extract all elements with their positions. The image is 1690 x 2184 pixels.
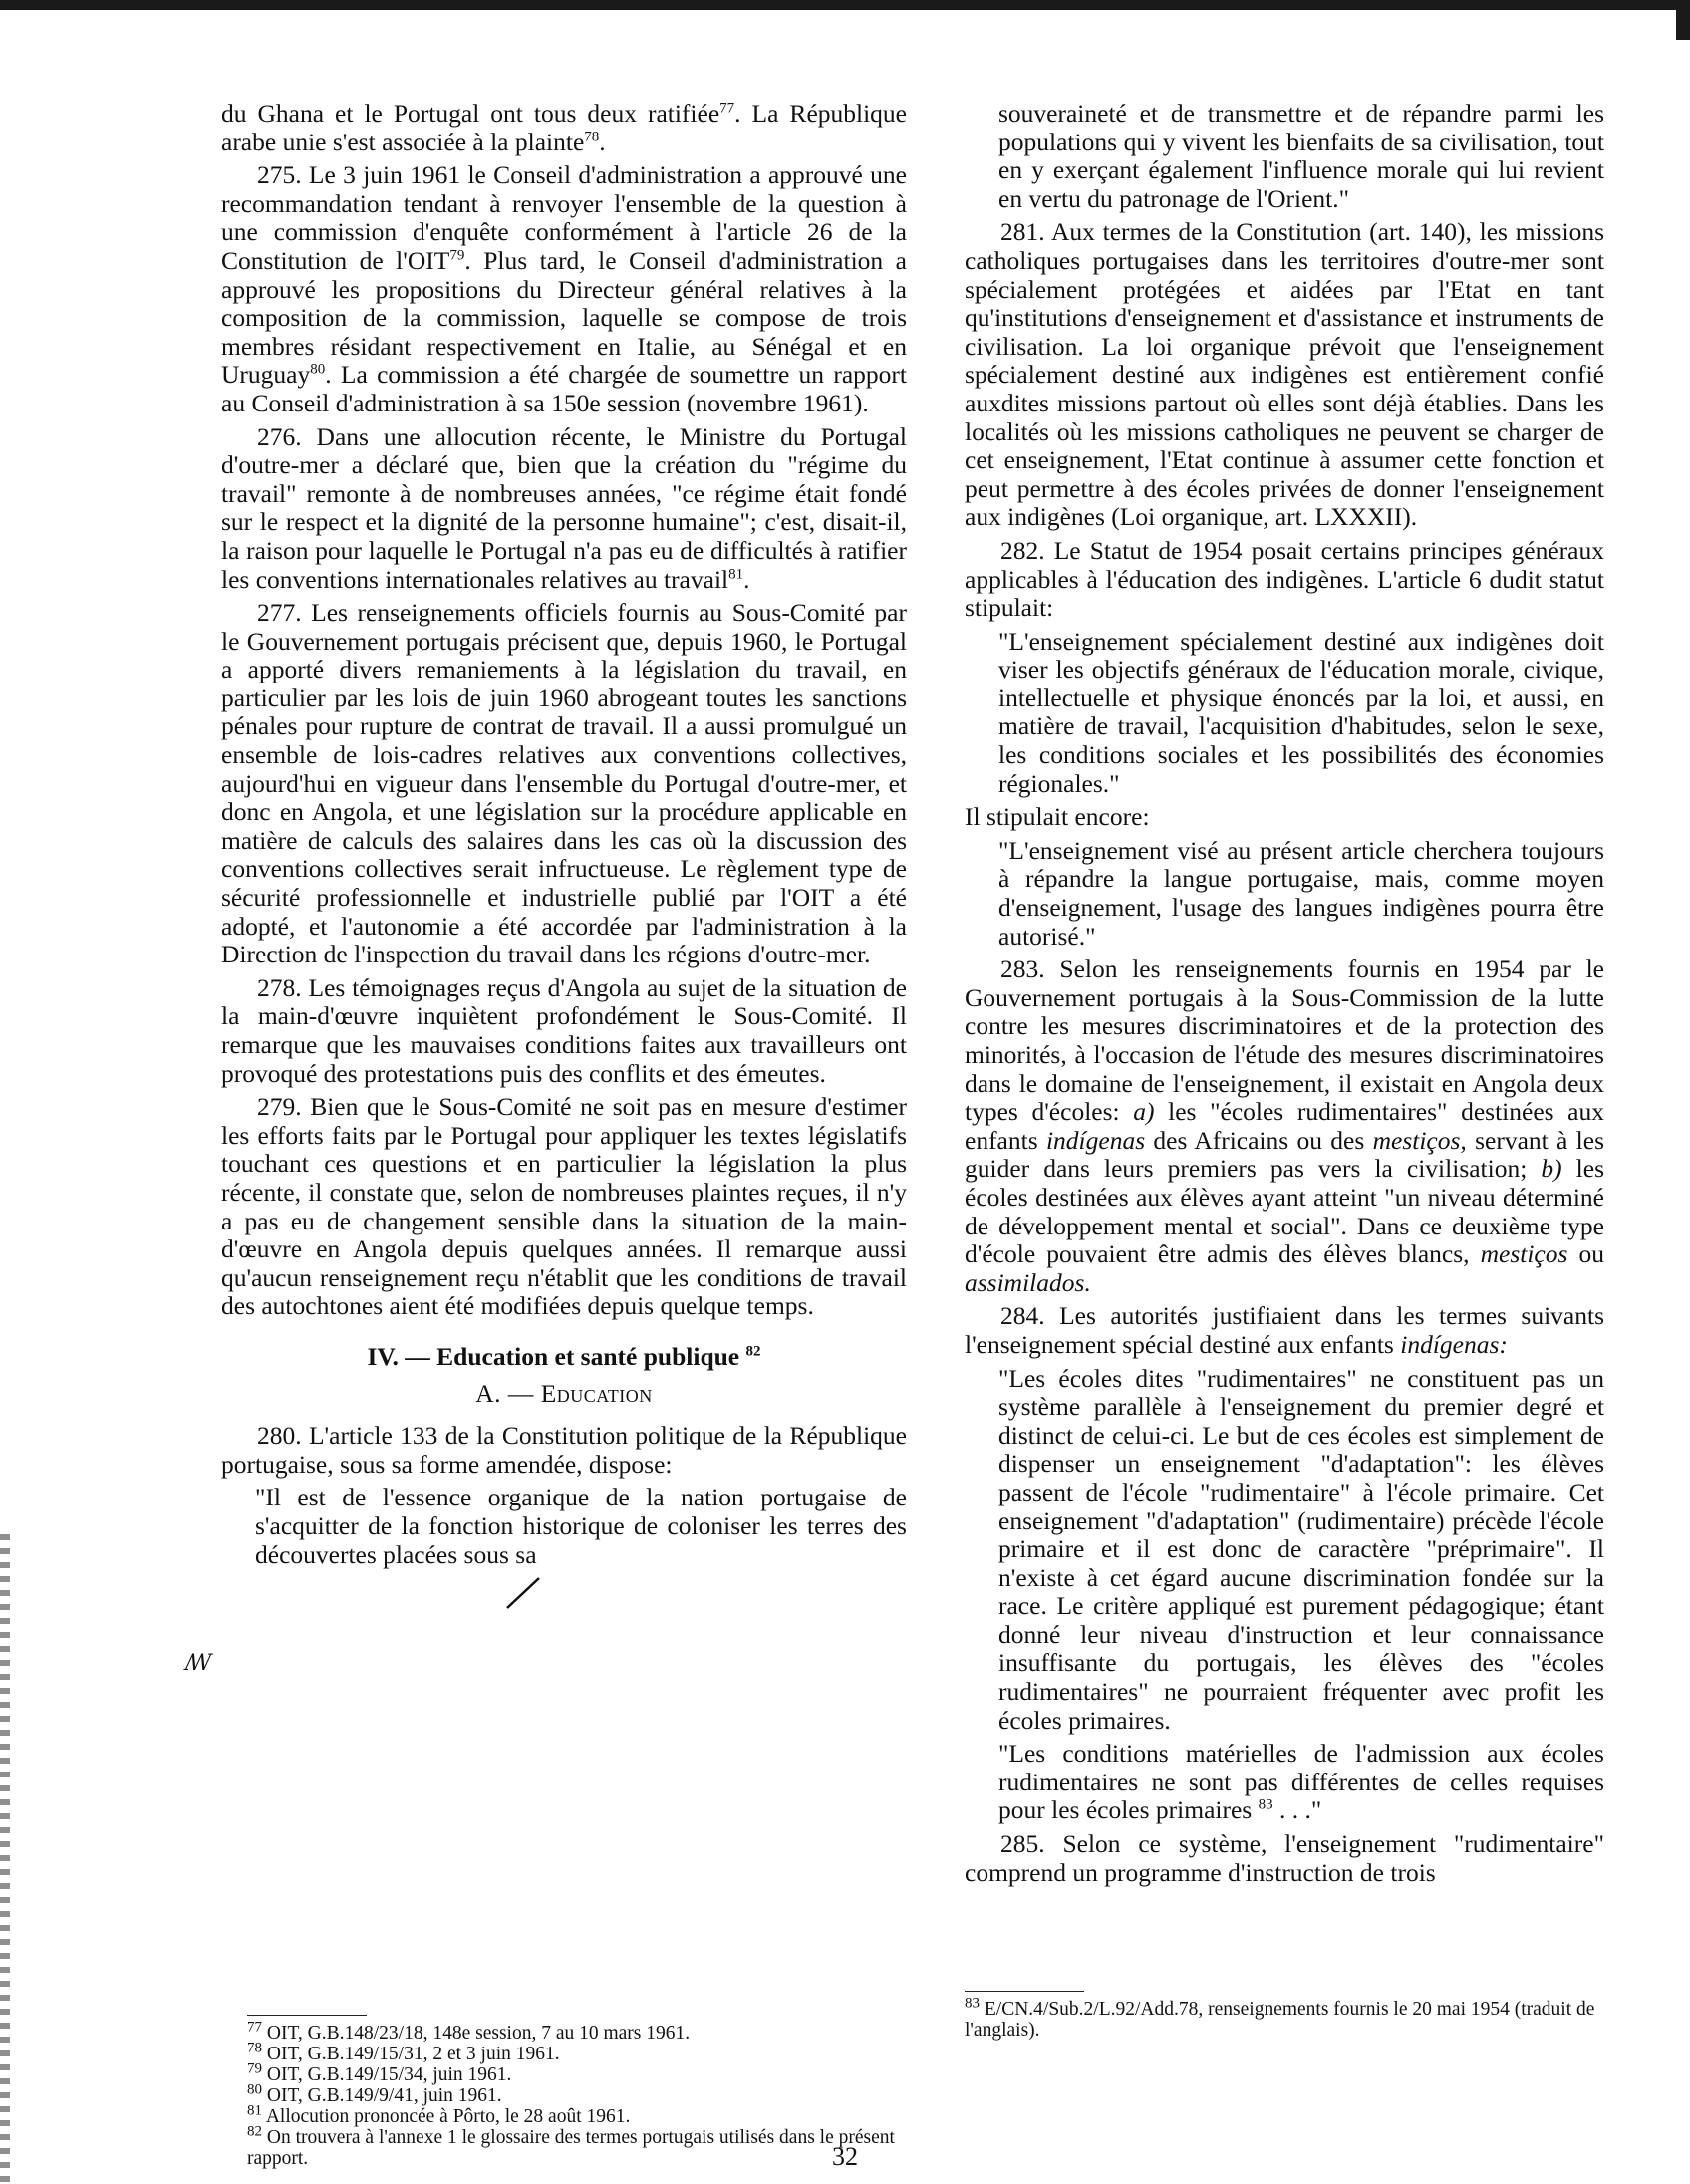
footnote-ref: 77 (719, 100, 735, 117)
right-column (965, 100, 1604, 1892)
section-heading: IV. — Education et santé publique $^{82}$ (367, 1341, 761, 1371)
footnote-ref: 82 (745, 1343, 761, 1360)
footnote-ref: 78 (584, 129, 600, 145)
footnote: $^{78}$ OIT, G.B.149/15/31, 2 et 3 juin 1961. (247, 2040, 560, 2064)
paragraph-278: 278. Les témoignages reçus d'Angola au sujet de la situation de la main-d'œuvre inquiètent profondément le Sous-Comité. Il remarque que les mauvaises conditions faites aux travailleurs ont provoqué des protestations puis des conflits et des émeutes. (221, 972, 907, 1088)
quote-article-133-continued: souveraineté et de transmettre et de répandre parmi les populations qui y vivent les bienfaits de sa civilisation, tout en y exerçant également l'influence morale qui lui revient en vertu du patronage de l'Orient." (998, 99, 1604, 213)
paragraph-279: 279. Bien que le Sous-Comité ne soit pas en mesure d'estimer les efforts faits par le Portugal pour appliquer les textes législatifs touchant ces questions et en particulier la législation la plus récente, il constate que, selon de nombreuses plaintes reçues, il n'y a pas eu de changement sensible dans la situation de la main-d'œuvre en Angola depuis quelques années. Il remarque aussi qu'aucun renseignement reçu n'établit que les conditions de travail des autochtones aient été modifiées depuis quelque temps. (221, 1092, 907, 1321)
paragraph-283: 283. Selon les renseignements fournis en 1954 par le Gouvernement portugais à la Sous-Commission de la lutte contre les mesures discriminatoires et de la protection des minorités, à l'occasion de l'étude des mesures discriminatoires dans le domaine de l'enseignement, il existait en Angola deux types d'écoles: a) les "écoles rudimentaires" destinées aux enfants indígenas des Africains ou des mestiços, servant à les guider dans leurs premiers pas vers la civilisation; b) les écoles destinées aux élèves ayant atteint "un niveau déterminé de développement mental et social". Dans ce deuxième type d'école pouvaient être admis des élèves blancs, mestiços ou assimilados. (965, 955, 1605, 1297)
scan-binding-edge (0, 1534, 10, 2182)
paragraph-280: 280. L'article 133 de la Constitution politique de la République portugaise, sous sa forme amendée, dispose: (221, 1421, 907, 1479)
paragraph-282: 282. Le Statut de 1954 posait certains principes généraux applicables à l'éducation des indigènes. L'article 6 dudit statut stipulait: (965, 535, 1604, 623)
handwritten-margin-mark: ꟿ (185, 1650, 212, 1675)
paragraph-284: 284. Les autorités justifiaient dans les termes suivants l'enseignement spécial destiné aux enfants indígenas: (965, 1301, 1604, 1359)
footnotes-right (965, 1995, 1604, 2041)
page-number: 32 (832, 2142, 858, 2171)
footnote-ref: 79 (449, 247, 465, 264)
left-column (221, 100, 907, 1574)
quote-conditions-admission: "Les conditions matérielles de l'admission aux écoles rudimentaires ne sont pas différentes de celles requises pour les écoles primaires $^{83}$ . . ." (998, 1739, 1604, 1825)
footnote: $^{80}$ OIT, G.B.149/9/41, juin 1961. (247, 2081, 502, 2106)
quote-ecoles-rudimentaires: "Les écoles dites "rudimentaires" ne constituent pas un système parallèle à l'enseignement du premier degré et distinct de celui-ci. Le but de ces écoles est simplement de dispenser un enseignement "d'adaptation": les élèves passent de l'école "rudimentaire" à l'école primaire. Cet enseignement "d'adaptation" (rudimentaire) précède l'école primaire et il est donc de caractère "préprimaire". Il n'existe à cet égard aucune discrimination fondée sur la race. Le critère appliqué est purement pédagogique; étant donné leur niveau d'instruction et leur connaissance insuffisante du portugais, les élèves des "écoles rudimentaires" ne pourraient fréquenter avec profit les écoles primaires. (998, 1363, 1604, 1735)
scan-border-top (0, 0, 1690, 10)
footnote-ref: 83 (1258, 1796, 1273, 1813)
footnote-ref: 81 (728, 566, 744, 582)
subsection-heading: A. — Education (475, 1378, 653, 1408)
quote-statut-language: "L'enseignement visé au présent article cherchera toujours à répandre la langue portugaise, mais, comme moyen d'enseignement, l'usage des langues indigènes pourra être autorisé." (998, 835, 1604, 951)
paragraph-281: 281. Aux termes de la Constitution (art. 140), les missions catholiques portugaises dans les territoires d'outre-mer sont spécialement protégées et aidées par l'Etat en tant qu'institutions d'enseignement et d'assistance et instruments de civilisation. La loi organique prévoit que l'enseignement spécialement destiné aux indigènes est entièrement confié auxdites missions partout où elles sont déjà établies. Dans les localités où les missions catholiques ne peuvent se charger de cet enseignement, l'Etat continue à assumer cette fonction et peut permettre à des écoles privées de donner l'enseignement aux indigènes (Loi organique, art. LXXXII). (965, 217, 1604, 532)
footnote: $^{77}$ OIT, G.B.148/23/18, 148e session, 7 au 10 mars 1961. (247, 2019, 691, 2044)
paragraph-276: 276. Dans une allocution récente, le Ministre du Portugal d'outre-mer a déclaré que, bien que la création du "régime du travail" remonte à de nombreuses années, "ce régime était fondé sur le respect et la dignité de la personne humaine"; c'est, disait-il, la raison pour laquelle le Portugal n'a pas eu de difficultés à ratifier les conventions internationales relatives au travail$^{81}$. (221, 421, 907, 594)
paragraph-285: 285. Selon ce système, l'enseignement "rudimentaire" comprend un programme d'instruction de trois (965, 1829, 1604, 1887)
handwritten-slash-mark (503, 1574, 543, 1614)
footnote: $^{81}$ Allocution prononcée à Pôrto, le 28 août 1961. (247, 2102, 631, 2127)
footnote: $^{82}$ On trouvera à l'annexe 1 le glossaire des termes portugais utilisés dans le présent rapport. (247, 2123, 895, 2169)
footnote: $^{79}$ OIT, G.B.149/15/34, juin 1961. (247, 2060, 512, 2085)
paragraph-277: 277. Les renseignements officiels fournis au Sous-Comité par le Gouvernement portugais précisent que, depuis 1960, le Portugal a apporté divers remaniements à la législation du travail, en particulier par les lois de juin 1960 abrogeant toutes les sanctions pénales pour rupture de contrat de travail. Il a aussi promulgué un ensemble de lois-cadres relatives aux conventions collectives, aujourd'hui en vigueur dans l'ensemble du Portugal d'outre-mer, et donc en Angola, et une législation sur la procédure applicable en matière de calculs des salaires dans les cas où la discussion des conventions collectives serait infructueuse. Le règlement type de sécurité professionnelle et industrielle publié par l'OIT a été adopté, et l'autonomie a été accordée par l'administration à la Direction de l'inspection du travail dans les régions d'outre-mer. (221, 598, 907, 969)
footnote-rule-right (965, 1991, 1084, 1992)
quote-article-133: "Il est de l'essence organique de la nation portugaise de s'acquitter de la fonction historique de coloniser les terres des découvertes placées sous sa (255, 1483, 907, 1569)
paragraph-282-lead: Il stipulait encore: (965, 802, 1150, 832)
paragraph-intro: du Ghana et le Portugal ont tous deux ratifiée$^{77}$. La République arabe unie s'est associée à la plainte$^{78}$. (221, 99, 907, 156)
footnote-ref: 80 (310, 361, 326, 378)
footnote-rule-left (247, 2015, 367, 2016)
footnote: $^{83}$ E/CN.4/Sub.2/L.92/Add.78, renseignements fournis le 20 mai 1954 (traduit de l'anglais). (965, 1995, 1595, 2041)
paragraph-275: 275. Le 3 juin 1961 le Conseil d'administration a approuvé une recommandation tendant à renvoyer l'ensemble de la question à une commission d'enquête conformément à l'article 26 de la Constitution de l'OIT$^{79}$. Plus tard, le Conseil d'administration a approuvé les propositions du Directeur général relatives à la composition de la commission, laquelle se compose de trois membres résidant respectivement en Italie, au Sénégal et en Uruguay$^{80}$. La commission a été chargée de soumettre un rapport au Conseil d'administration à sa 150e session (novembre 1961). (221, 160, 907, 417)
quote-statut-article-6: "L'enseignement spécialement destiné aux indigènes doit viser les objectifs généraux de l'éducation morale, civique, intellectuelle et physique énoncés par la loi, et aussi, en matière de travail, l'acquisition d'habitudes, selon le sexe, les conditions sociales et les possibilités des économies régionales." (998, 626, 1604, 798)
scan-border-right (1676, 0, 1690, 40)
